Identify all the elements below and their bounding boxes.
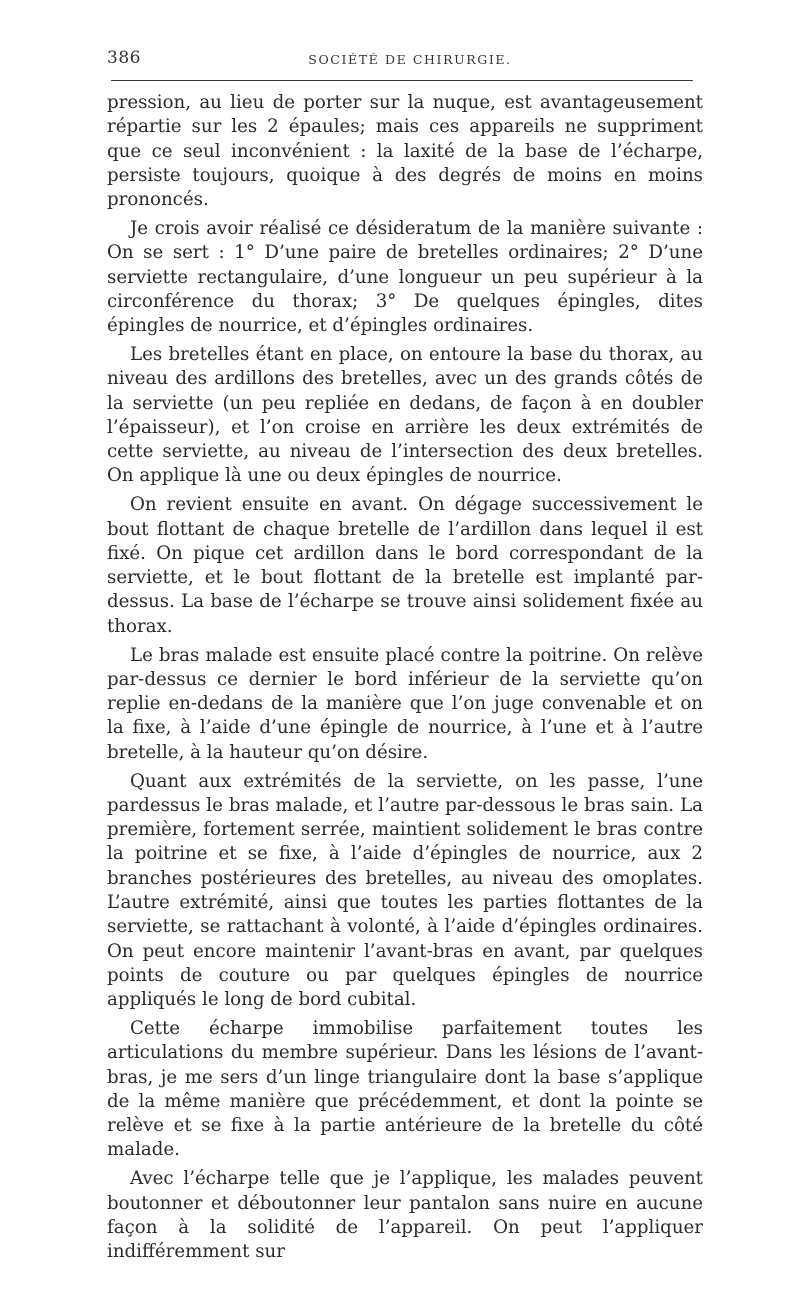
- page-header: [107, 44, 703, 74]
- paragraph: On revient ensuite en avant. On dégage successivement le bout flottant de chaque bretelle de l’ardillon dans lequel il est fixé. On pique cet ardillon dans le bord correspondant de la serviette, et le bout flottant de la bretelle est implanté par-dessus. La base de l’écharpe se trouve ainsi solidement fixée au thorax.: [107, 494, 703, 637]
- paragraph: Quant aux extrémités de la serviette, on les passe, l’une pardessus le bras malade, et l’autre par-dessous le bras sain. La première, fortement serrée, maintient solidement le bras contre la poitrine et se fixe, à l’aide d’épingles de nourrice, aux 2 branches postérieures des bretelles, au niveau des omoplates. L’autre extrémité, ainsi que toutes les parties flottantes de la serviette, se rattachant à volonté, à l’aide d’épingles ordinaires. On peut encore maintenir l’avant-bras en avant, par quelques points de couture ou par quelques épingles de nourrice appliqués le long de bord cubital.: [107, 770, 703, 1011]
- paragraph: Les bretelles étant en place, on entoure la base du thorax, au niveau des ardillons des bretelles, avec un des grands côtés de la serviette (un peu repliée en dedans, de façon à en doubler l’épaisseur), et l’on croise en arrière les deux extrémités de cette serviette, au niveau de l’intersection des deux bretelles. On applique là une ou deux épingles de nourrice.: [107, 343, 703, 487]
- body-text: [107, 91, 703, 1269]
- paragraph: Avec l’écharpe telle que je l’applique, les malades peuvent boutonner et déboutonner leur pantalon sans nuire en aucune façon à la solidité de l’appareil. On peut l’appliquer indifféremment sur: [107, 1168, 703, 1263]
- header-rule: [111, 80, 693, 81]
- page-number: 386: [107, 48, 141, 68]
- running-title: SOCIÉTÉ DE CHIRURGIE.: [308, 52, 512, 67]
- paragraph: pression, au lieu de porter sur la nuque, est avantageusement répartie sur les 2 épaules; mais ces appareils ne suppriment que ce seul inconvénient : la laxité de la base de l’écharpe, persiste toujours, quoique à des degrés de moins en moins prononcés.: [107, 92, 703, 211]
- paragraph: Je crois avoir réalisé ce désideratum de la manière suivante : On se sert : 1° D’une paire de bretelles ordinaires; 2° D’une serviette rectangulaire, d’une longueur un peu supérieur à la circonférence du thorax; 3° De quelques épingles, dites épingles de nourrice, et d’épingles ordinaires.: [107, 217, 703, 337]
- paragraph: Le bras malade est ensuite placé contre la poitrine. On relève par-dessus ce dernier le bord inférieur de la serviette qu’on replie en-dedans de la manière que l’on juge convenable et on la fixe, à l’aide d’une épingle de nourrice, à l’une et à l’autre bretelle, à la hauteur qu’on désire.: [107, 644, 703, 763]
- paragraph: Cette écharpe immobilise parfaitement toutes les articulations du membre supérieur. Dans les lésions de l’avant-bras, je me sers d’un linge triangulaire dont la base s’applique de la même manière que précédemment, et dont la pointe se relève et se fixe à la partie antérieure de la bretelle du côté malade.: [107, 1017, 703, 1161]
